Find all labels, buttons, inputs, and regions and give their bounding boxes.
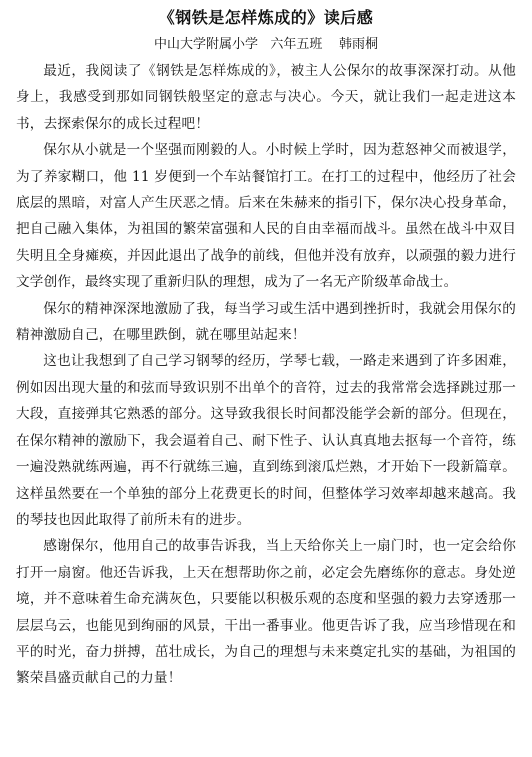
paragraph-5: 感谢保尔，他用自己的故事告诉我，当上天给你关上一扇门时，也一定会给你打开一扇窗。他还告诉我，上天在想帮助你之前，必定会先磨练你的意志。身处逆境，并不意味着生命充满灰色，只要能以积极乐观的态度和坚强的毅力去穿透那一层层乌云，也能见到绚丽的风景，干出一番事业。他更告诉了我，应当珍惜现在和平的时光，奋力拼搏，茁壮成长，为自己的理想与未来奠定扎实的基础，为祖国的繁荣昌盛贡献自己的力量！ xyxy=(16,538,516,687)
author-byline: 中山大学附属小学 六年五班 韩雨桐 xyxy=(154,37,378,52)
paragraph-2: 保尔从小就是一个坚强而刚毅的人。小时候上学时，因为惹怒神父而被退学，为了养家糊口，他 11 岁便到一个车站餐馆打工。在打工的过程中，他经历了社会底层的黑暗，对富人产生厌恶之情。后来在朱赫来的指引下，保尔决心投身革命，把自己融入集体，为祖国的繁荣富强和人民的自由幸福而战斗。虽然在战斗中双目失明且全身瘫痪，并因此退出了战争的前线，但他并没有放弃，以顽强的毅力进行文学创作，最终实现了重新归队的理想，成为了一名无产阶级革命战士。 xyxy=(16,142,516,291)
essay-title: 《钢铁是怎样炼成的》读后感 xyxy=(158,8,374,27)
paragraph-4: 这也让我想到了自己学习钢琴的经历，学琴七载，一路走来遇到了许多困难，例如因出现大量的和弦而导致识别不出单个的音符，过去的我常常会选择跳过那一大段，直接弹其它熟悉的部分。这导致我很长时间都没能学会新的部分。但现在，在保尔精神的激励下，我会逼着自己、耐下性子、认认真真地去抠每一个音符，练一遍没熟就练两遍，再不行就练三遍，直到练到滚瓜烂熟，才开始下一段新篇章。这样虽然要在一个单独的部分上花费更长的时间，但整体学习效率却越来越高。我的琴技也因此取得了前所未有的进步。 xyxy=(16,353,516,528)
paragraph-3: 保尔的精神深深地激励了我，每当学习或生活中遇到挫折时，我就会用保尔的精神激励自己，在哪里跌倒，就在哪里站起来！ xyxy=(16,300,516,344)
paragraph-1: 最近，我阅读了《钢铁是怎样炼成的》，被主人公保尔的故事深深打动。从他身上，我感受到那如同钢铁般坚定的意志与决心。今天，就让我们一起走进这本书，去探索保尔的成长过程吧！ xyxy=(16,63,516,132)
